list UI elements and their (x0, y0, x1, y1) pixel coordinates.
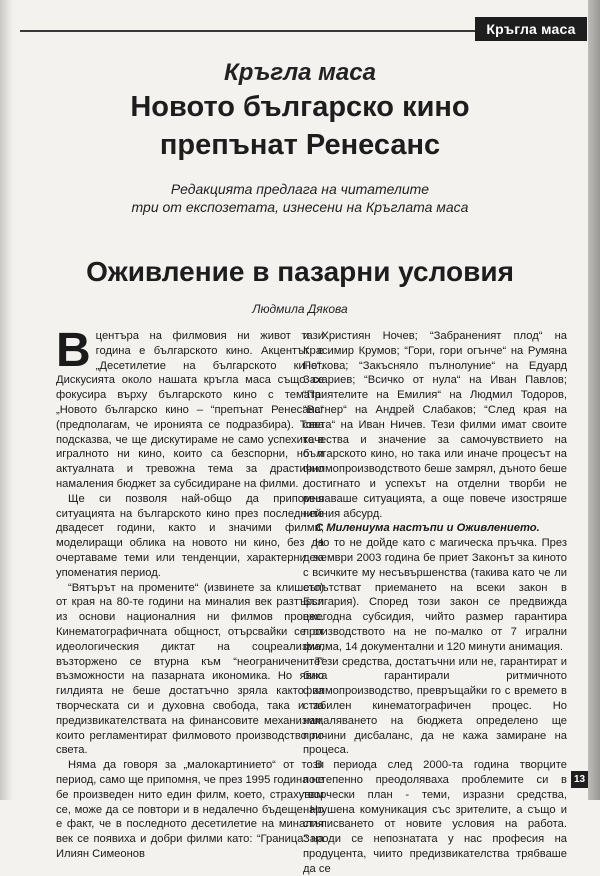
subheading: С Милениума настъпи и Оживлението. (315, 522, 540, 535)
topic-header (40, 58, 560, 216)
article-title: Оживление в пазарни условия (86, 256, 514, 287)
paragraph: Няма да говоря за „малокартинието“ от този период, само ще припомня, че през 1995 година не бе произведен нито един филм, което, страхувам се, може да се повтори и в недалечно бъдеще. Но е факт, че в последното десетилетие на миналия век се появиха и добри филми като: “Граница“ на Илиян Симеонов (56, 759, 324, 860)
paragraph: Но то не дойде като с магическа пръчка. През декември 2003 година бе приет Законът за киното с всичките му несъвършенства (такива като че ли съпътстват приемането на всеки закон в България). Според този закон се предвижда ежегодна субсидия, чийто размер гарантира производството на не по-малко от 7 игрални филма, 14 документални и 120 минути анимация. (303, 537, 567, 653)
paragraph: “Вятърът на промените“ (извинете за клишето) от края на 80-те години на миналия век разтърси из основи националния ни филмов процес. Кинематографичната общност, отърсвайки се от идеологическия диктат на соцреализма, възторжено се втурна към “неограничените“ възможности на пазарната икономика. Но явно гилдията не беше достатъчно зряла както за творческата си и духовна свобода, така и за предизвикателствата на финансовите механизми, които регламентират филмовото производство по света. (56, 581, 324, 757)
page-binding-shadow (0, 0, 14, 800)
paragraph: Тези средства, достатъчни или не, гарантират и биха гарантирали ритмичното филмопроизводство, превръщайки го с времето в стабилен кинематографичен процес. Но намаляването на бюджета определено ще причини дисбаланс, да не кажа замиране на процеса. (303, 655, 567, 757)
paragraph (56, 324, 324, 492)
article-right-column (303, 329, 567, 876)
topic-intro-line2: три от експозетата, изнесени на Кръглата маса (131, 199, 469, 215)
page-number: 13 (571, 771, 588, 788)
topic-intro-line1: Редакцията предлага на читателите (170, 181, 430, 197)
topic-intro (40, 180, 560, 216)
paragraph: В периода след 2000-та година творците постепенно преодоляваха проблемите си в творчески план - теми, изразни средства, нарушена комуникация със зрителите, а също и стъписването от новите условия на работа. Зароди се непознатата у нас професия на продуцента, чиито предизвикателства трябваше да се (303, 759, 567, 875)
topic-title-line2: препънат Ренесанс (159, 129, 441, 161)
header-rule (20, 30, 475, 32)
section-tab: Кръгла маса (475, 17, 587, 41)
paragraph: и Християн Ночев; “Забраненият плод“ на Красимир Крумов; “Гори, гори огънче“ на Румяна Петкова; “Закъсняло пълнолуние“ на Едуард Захариев; “Всичко от нула“ на Иван Павлов; “Приятелите на Емилия“ на Людмил Тодоров, “Вагнер“ на Андрей Слабаков; “След края на света“ на Иван Ничев. Тези филми имат своите качества и значение за самочувствието на българското кино, но така или иначе процесът на филмопроизводството беше замрял, дъното беше достигнато и успехът на отделни творби не решаваше ситуацията, а още повече изостряше нейния абсурд. (303, 330, 567, 520)
drop-cap: В (56, 324, 91, 377)
article-left-column (56, 324, 324, 862)
paragraph: Ще си позволя най-общо да припомня ситуацията на българското кино през последните двадесет години, както и значими филми, моделиращи облика на новото ни кино, без да очертаваме теми или тенденции, характерни за упоменатия период. (56, 492, 324, 579)
topic-kicker: Кръгла маса (224, 59, 376, 86)
article-author: Людмила Дякова (252, 302, 348, 316)
topic-title-line1: Новото българско кино (130, 91, 470, 123)
paragraph-text: центъра на филмовия ни живот тази година е българското кино. Акцентът е „Десетилетие на българското кино“. Дискусията около нашата кръгла маса също се фокусира върху българското кино с темата: „Новото българско кино – “препънат Ренесанс“ (предполагам, че иронията се подразбира). Това подсказва, че ще дискутираме не само успехите в игралното ни кино, които са безспорни, но и актуалната и тревожна тема за драстично намаления бюджет за субсидиране на филми. (56, 330, 324, 490)
page-edge-shadow (588, 0, 600, 800)
